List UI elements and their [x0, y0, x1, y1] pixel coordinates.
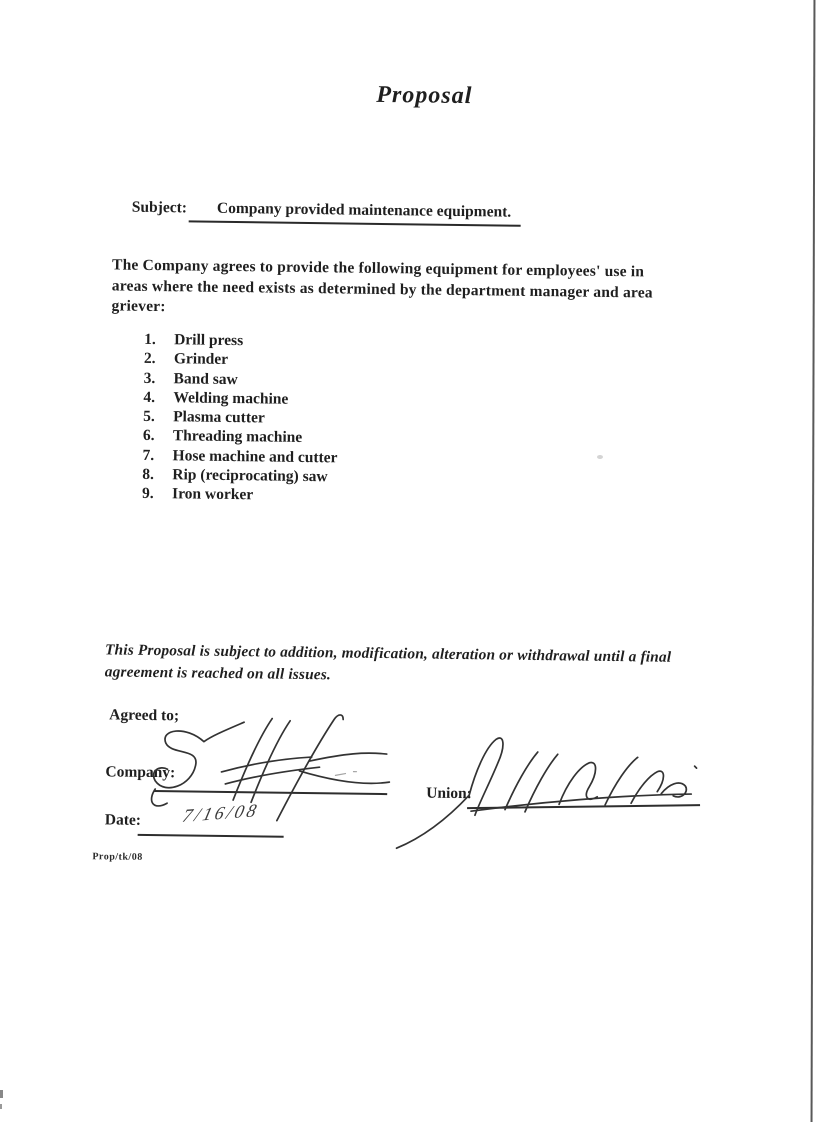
page-title: Proposal [376, 81, 473, 110]
item-number: 5. [143, 408, 155, 426]
item-number: 3. [143, 369, 156, 387]
disclaimer-paragraph [105, 639, 672, 689]
item-text: Plasma cutter [173, 408, 265, 427]
handwritten-date: 7/16/08 [180, 799, 262, 826]
list-item [143, 369, 338, 391]
item-text: Rip (reciprocating) saw [172, 466, 328, 486]
item-text: Drill press [174, 331, 244, 350]
item-text: Hose machine and cutter [172, 447, 338, 467]
item-text: Iron worker [171, 485, 254, 504]
item-number: 6. [142, 427, 155, 445]
company-label: Company: [105, 763, 176, 782]
list-item [143, 389, 338, 411]
item-number: 8. [142, 465, 155, 484]
list-item [144, 331, 339, 353]
equipment-list [142, 331, 339, 507]
list-item [144, 350, 339, 372]
date-label: Date: [104, 811, 142, 829]
list-item [142, 466, 337, 488]
item-text: Welding machine [173, 389, 289, 408]
item-text: Band saw [173, 369, 238, 388]
list-item [142, 447, 337, 469]
item-text: Grinder [173, 350, 229, 369]
footer-reference-code: Prop/tk/08 [92, 851, 143, 863]
body-paragraph [111, 255, 653, 324]
disclaimer-line: agreement is reached on all issues. [104, 662, 332, 683]
scan-speck [597, 455, 603, 459]
item-number: 7. [142, 446, 155, 464]
item-number: 9. [142, 485, 154, 503]
item-number: 2. [143, 350, 156, 368]
disclaimer-line: This Proposal is subject to addition, modification, alteration or withdrawal until a final [104, 641, 672, 666]
subject-label: Subject: [131, 198, 188, 217]
list-item [143, 427, 338, 449]
date-line [138, 834, 284, 838]
subject-line [132, 199, 522, 227]
item-number: 4. [143, 388, 156, 406]
body-line: The Company agrees to provide the following equipment for employees' use in [111, 256, 645, 281]
union-label: Union: [426, 784, 472, 803]
scan-speck [0, 1090, 3, 1098]
union-signature [388, 730, 712, 858]
agreed-to-label: Agreed to; [109, 706, 180, 725]
body-line: areas where the need exists as determined by the department manager and area [111, 276, 653, 302]
list-item [142, 485, 337, 507]
list-item [143, 408, 338, 430]
body-line: griever: [111, 297, 166, 316]
item-text: Threading machine [172, 427, 303, 447]
subject-value: Company provided maintenance equipment. [189, 199, 522, 226]
scan-speck [0, 1104, 2, 1109]
item-number: 1. [144, 330, 156, 349]
